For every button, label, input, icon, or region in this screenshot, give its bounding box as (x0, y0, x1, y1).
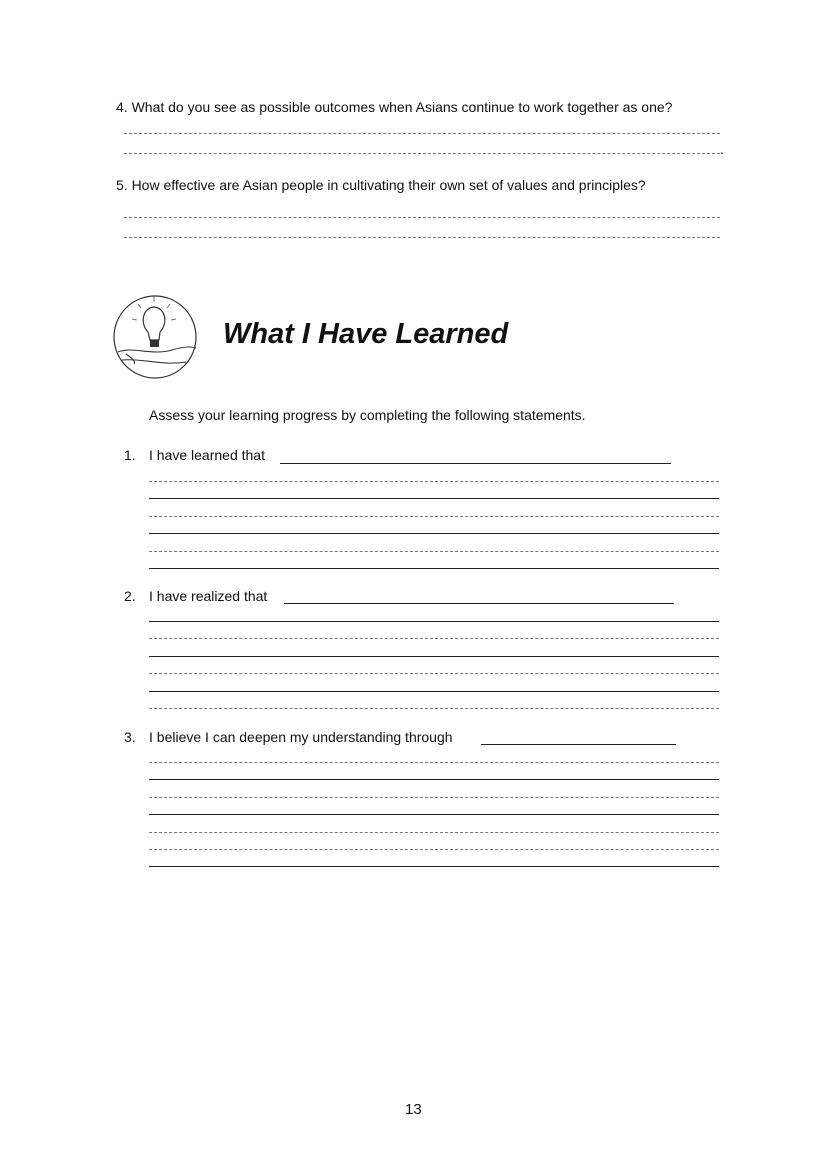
answer-line[interactable] (149, 849, 719, 850)
answer-line[interactable] (149, 551, 719, 552)
end-mark: . (720, 141, 724, 157)
answer-line[interactable] (149, 691, 719, 692)
statement-1-blank[interactable] (280, 463, 671, 464)
statement-3-text: I believe I can deepen my understanding through (149, 729, 453, 745)
statement-3-blank[interactable] (481, 744, 676, 745)
question-5: 5. How effective are Asian people in cultivating their own set of values and principles? (116, 177, 646, 193)
answer-line[interactable] (149, 568, 719, 569)
statement-number: 2. (124, 588, 136, 604)
answer-line[interactable] (124, 153, 720, 154)
statement-2-blank[interactable] (284, 603, 674, 604)
answer-line[interactable] (149, 866, 719, 867)
answer-line[interactable] (124, 237, 720, 238)
statement-number: 1. (124, 447, 136, 463)
question-4: 4. What do you see as possible outcomes when Asians continue to work together as one? (116, 99, 673, 115)
answer-line[interactable] (149, 638, 719, 639)
answer-line[interactable] (149, 814, 719, 815)
instruction-text: Assess your learning progress by completing the following statements. (149, 407, 586, 423)
lightbulb-in-hand-icon (112, 294, 198, 380)
answer-line[interactable] (149, 621, 719, 622)
answer-line[interactable] (149, 797, 719, 798)
answer-line[interactable] (149, 779, 719, 780)
answer-line[interactable] (149, 516, 719, 517)
statement-number: 3. (124, 729, 136, 745)
answer-line[interactable] (124, 217, 720, 218)
answer-line[interactable] (149, 481, 719, 482)
answer-line[interactable] (149, 533, 719, 534)
answer-line[interactable] (149, 708, 719, 709)
answer-line[interactable] (149, 656, 719, 657)
statement-1-text: I have learned that (149, 447, 265, 463)
page-number: 13 (405, 1101, 422, 1118)
answer-line[interactable] (149, 762, 719, 763)
statement-2-text: I have realized that (149, 588, 268, 604)
answer-line[interactable] (149, 498, 719, 499)
answer-line[interactable] (124, 133, 720, 134)
answer-line[interactable] (149, 673, 719, 674)
answer-line[interactable] (149, 832, 719, 833)
section-title: What I Have Learned (223, 318, 509, 350)
